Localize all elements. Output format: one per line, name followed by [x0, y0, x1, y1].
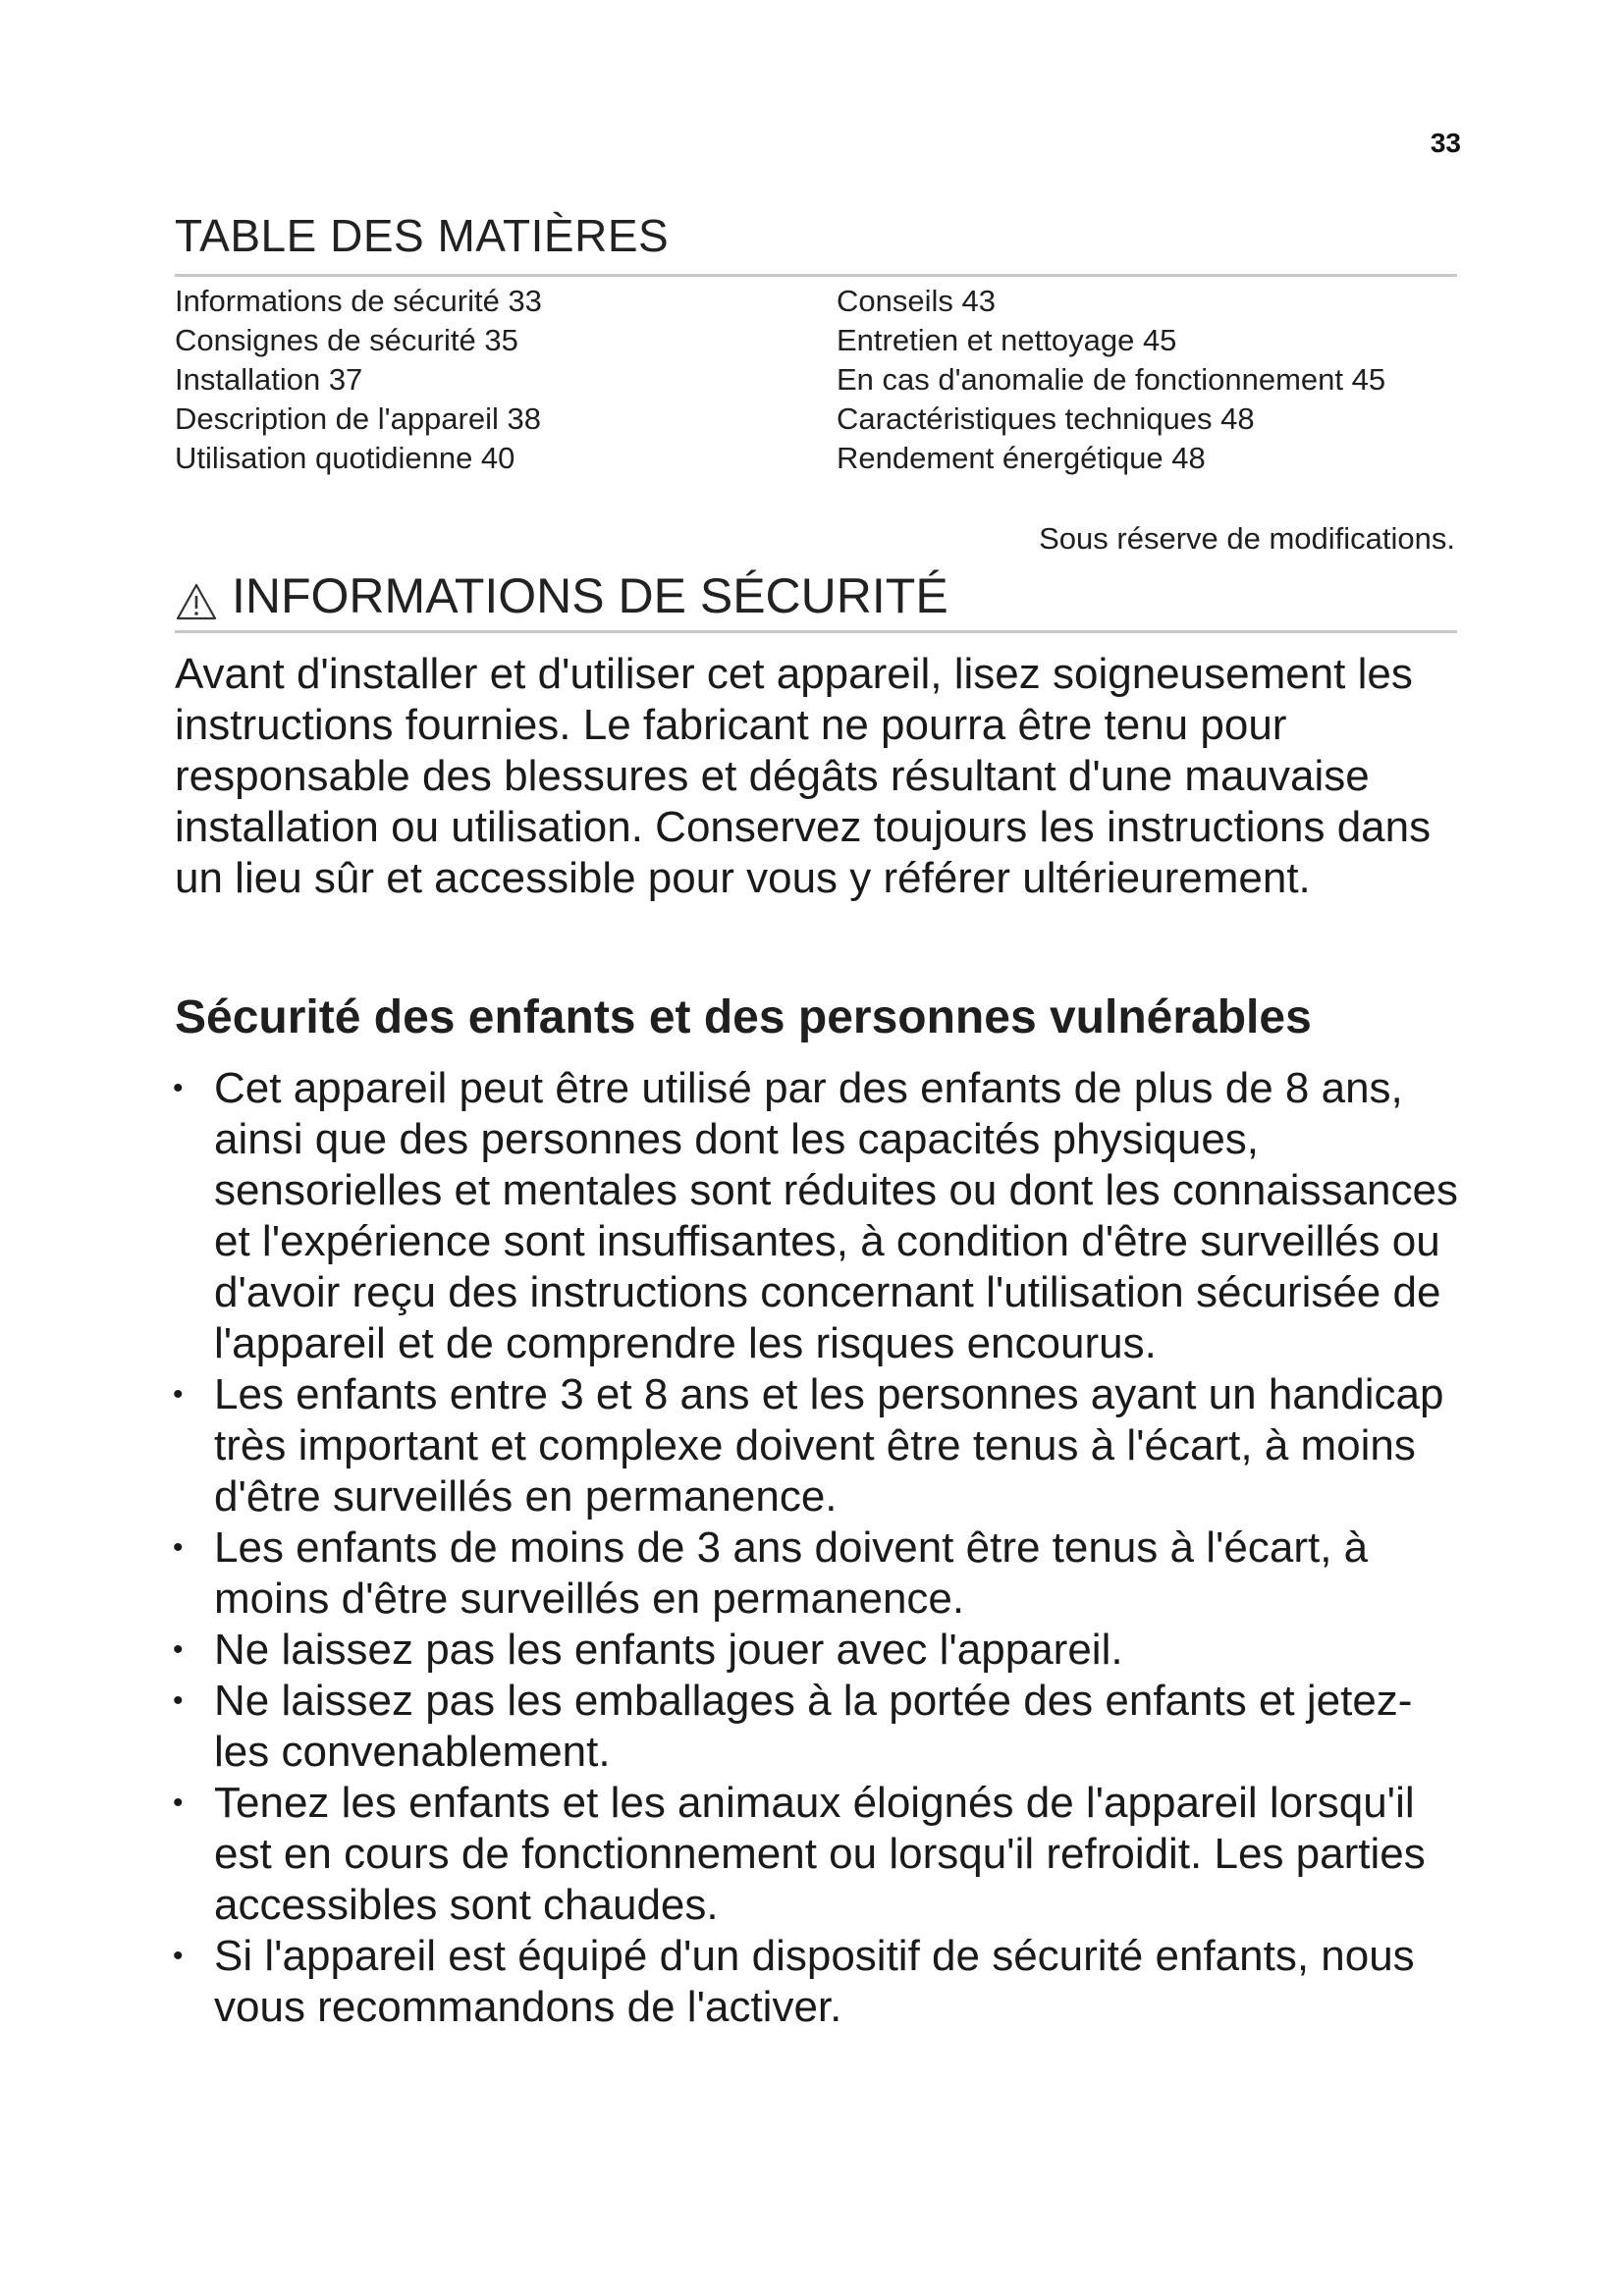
bullet-icon: •: [173, 1684, 184, 1717]
list-item-text: Cet appareil peut être utilisé par des enfants de plus de 8 ans, ainsi que des personnes dont les capacités physiques, sensorielles et mentales sont réduites ou dont les connaissances et l'expérience sont insuffisantes, à condition d'être surveillés ou d'avoir reçu des instructions concernant l'utilisation sécurisée de l'appareil et de comprendre les risques encourus.: [214, 1064, 1458, 1367]
toc-item: Entretien et nettoyage 45: [837, 323, 1177, 357]
list-item: [171, 1931, 1467, 2033]
list-item: [171, 1778, 1467, 1931]
toc-item: Installation 37: [175, 362, 363, 397]
list-item-text: Tenez les enfants et les animaux éloignés de l'appareil lorsqu'il est en cours de fonctionnement ou lorsqu'il refroidit. Les parties accessibles sont chaudes.: [214, 1779, 1426, 1929]
reserve-note: Sous réserve de modifications.: [1039, 521, 1455, 556]
list-item: [171, 1369, 1467, 1522]
bullet-icon: •: [173, 1072, 184, 1104]
bullet-icon: •: [173, 1940, 184, 1972]
toc-item: Conseils 43: [837, 284, 996, 318]
page-number: 33: [1430, 128, 1461, 158]
subheading: Sécurité des enfants et des personnes vulnérables: [175, 991, 1312, 1043]
list-item: [171, 1522, 1467, 1625]
section-title: [175, 567, 948, 624]
list-item-text: Les enfants de moins de 3 ans doivent être tenus à l'écart, à moins d'être surveillés en permanence.: [214, 1523, 1369, 1623]
toc-item: Description de l'appareil 38: [175, 401, 541, 436]
toc-divider: [175, 274, 1457, 277]
list-item-text: Ne laissez pas les emballages à la portée des enfants et jetez-les convenablement.: [214, 1677, 1413, 1776]
section-title-text: INFORMATIONS DE SÉCURITÉ: [232, 568, 948, 623]
list-item-text: Si l'appareil est équipé d'un dispositif de sécurité enfants, nous vous recommandons de l'activer.: [214, 1932, 1415, 2031]
toc-right-column: [837, 282, 1385, 478]
bullet-icon: •: [173, 1531, 184, 1564]
toc-item: Consignes de sécurité 35: [175, 323, 518, 357]
bullet-icon: •: [173, 1633, 184, 1666]
toc-item: Utilisation quotidienne 40: [175, 441, 515, 475]
list-item: [171, 1625, 1467, 1676]
intro-paragraph: Avant d'installer et d'utiliser cet appareil, lisez soigneusement les instructions fournies. Le fabricant ne pourra être tenu pour responsable des blessures et dégâts résultant d'une mauvaise installation ou utilisation. Conservez toujours les instructions dans un lieu sûr et accessible pour vous y référer ultérieurement.: [175, 650, 1432, 902]
toc-title: TABLE DES MATIÈRES: [175, 210, 670, 261]
toc-item: Caractéristiques techniques 48: [837, 401, 1255, 436]
toc-item: En cas d'anomalie de fonctionnement 45: [837, 362, 1386, 397]
toc-left-column: [175, 282, 542, 478]
list-item: [171, 1063, 1467, 1369]
warning-triangle-icon: [175, 576, 218, 615]
bullet-icon: •: [173, 1787, 184, 1819]
bullet-icon: •: [173, 1378, 184, 1411]
list-item: [171, 1676, 1467, 1778]
toc-item: Informations de sécurité 33: [175, 284, 542, 318]
bullet-list: [171, 1063, 1467, 2033]
list-item-text: Les enfants entre 3 et 8 ans et les personnes ayant un handicap très important et complexe doivent être tenus à l'écart, à moins d'être surveillés en permanence.: [214, 1370, 1444, 1521]
toc-item: Rendement énergétique 48: [837, 441, 1206, 475]
section-divider: [175, 630, 1457, 633]
list-item-text: Ne laissez pas les enfants jouer avec l'appareil.: [214, 1626, 1123, 1674]
